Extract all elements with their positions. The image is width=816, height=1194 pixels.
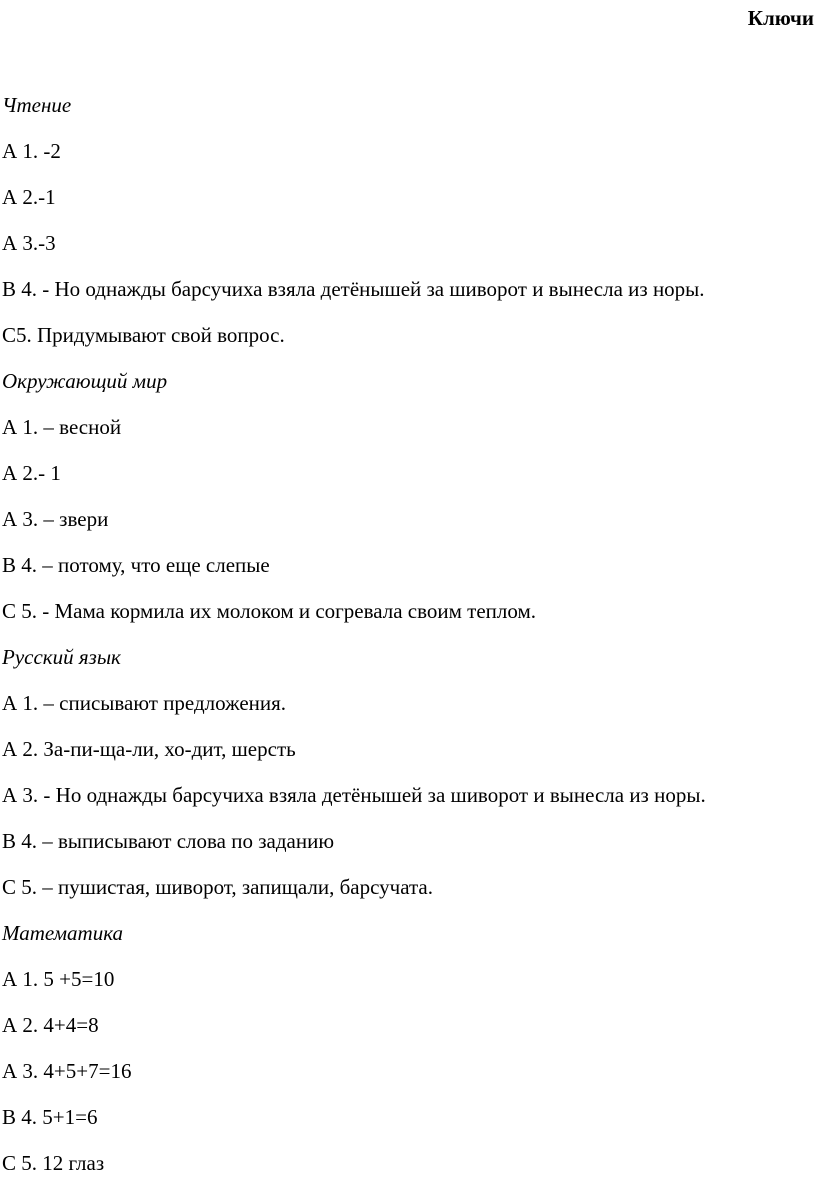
section-heading: Русский язык [2,645,121,669]
answer-line: С 5. 12 глаз [2,1151,105,1175]
answer-line: А 3. 4+5+7=16 [2,1059,132,1083]
answer-line: А 2.-1 [2,185,56,209]
answer-line: В 4. - Но однажды барсучиха взяла детёнышей за шиворот и вынесла из норы. [2,277,705,301]
answer-line: А 3. - Но однажды барсучиха взяла детёнышей за шиворот и вынесла из норы. [2,783,706,807]
answer-line: А 1. – весной [2,415,122,439]
answer-line: А 3. – звери [2,507,109,531]
section-mathematics [2,918,816,1194]
section-world-around [2,366,816,642]
answer-line: А 2. 4+4=8 [2,1013,99,1037]
section-reading [2,90,816,366]
answer-line: А 2.- 1 [2,461,61,485]
answer-line: С5. Придумывают свой вопрос. [2,323,285,347]
answer-line: В 4. – потому, что еще слепые [2,553,270,577]
section-heading: Математика [2,921,124,945]
document-title: Ключи [747,6,814,30]
answer-key-content [2,90,816,1194]
answer-line: А 3.-3 [2,231,56,255]
answer-line: В 4. 5+1=6 [2,1105,98,1129]
answer-line: А 1. -2 [2,139,61,163]
answer-line: А 2. За-пи-ща-ли, хо-дит, шерсть [2,737,296,761]
answer-line: А 1. – списывают предложения. [2,691,287,715]
answer-line: А 1. 5 +5=10 [2,967,115,991]
answer-line: С 5. - Мама кормила их молоком и согревала своим теплом. [2,599,537,623]
answer-line: С 5. – пушистая, шиворот, запищали, барсучата. [2,875,433,899]
section-heading: Окружающий мир [2,369,168,393]
section-heading: Чтение [2,93,72,117]
section-russian-language [2,642,816,918]
answer-line: В 4. – выписывают слова по заданию [2,829,335,853]
